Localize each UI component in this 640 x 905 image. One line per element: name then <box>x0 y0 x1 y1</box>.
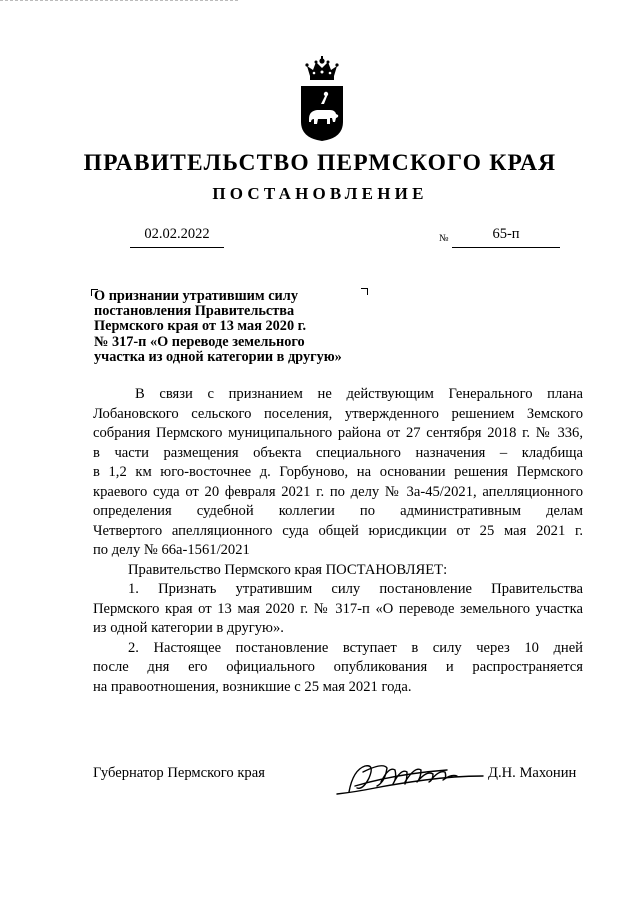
handwritten-signature-icon <box>335 752 485 802</box>
body-line: в части размещения объекта специального назначения – кладбища <box>93 444 583 461</box>
item-1-line: 1. Признать утратившим силу постановление Правительства <box>128 581 583 597</box>
body-line: Лобановского сельского поселения, утвержденного решением Земского <box>93 405 583 422</box>
body-line: по делу № 66а-1561/2021 <box>93 542 250 558</box>
document-body <box>93 385 583 697</box>
document-type: ПОСТАНОВЛЕНИЕ <box>212 184 428 203</box>
resolves-line: Правительство Пермского края ПОСТАНОВЛЯЕТ: <box>128 561 448 578</box>
subject-line: Пермского края от 13 мая 2020 г. <box>94 318 307 335</box>
item-2-line: на правоотношения, возникшие с 25 мая 2021 года. <box>93 678 412 695</box>
document-title: ПРАВИТЕЛЬСТВО ПЕРМСКОГО КРАЯ <box>83 150 557 176</box>
number-field <box>452 226 560 248</box>
subject-line: О признании утратившим силу <box>94 288 298 304</box>
document-date: 02.02.2022 <box>144 226 210 242</box>
subject-line: № 317-п «О переводе земельного <box>94 333 305 350</box>
subject-line: участка из одной категории в другую» <box>94 348 342 365</box>
item-2-line: 2. Настоящее постановление вступает в силу через 10 дней <box>128 639 583 656</box>
item-2-line: после дня его официального опубликования и распространяется <box>93 659 583 675</box>
signatory-position: Губернатор Пермского края <box>93 765 265 781</box>
item-1-line: из одной категории в другую». <box>93 620 284 636</box>
date-field <box>130 226 224 248</box>
body-line: в 1,2 км юго-восточнее д. Горбуново, на основании решения Пермского <box>93 464 583 480</box>
crown-icon <box>305 56 338 80</box>
coat-of-arms-icon <box>298 56 346 142</box>
body-line: определения судебной коллегии по административным делам <box>93 503 583 519</box>
document-subject <box>94 289 394 365</box>
body-line: краевого суда от 20 февраля 2021 г. по делу № 3а-45/2021, апелляционного <box>93 483 583 500</box>
signatory-name: Д.Н. Махонин <box>488 765 577 781</box>
number-sign: № <box>439 233 449 244</box>
top-edge-line <box>0 0 238 1</box>
body-line: собрания Пермского муниципального района от 27 сентября 2018 г. № 336, <box>93 425 583 441</box>
body-line: В связи с признанием не действующим Генерального плана <box>135 386 583 402</box>
item-1-line: Пермского края от 13 мая 2020 г. № 317-п «О переводе земельного участка <box>93 600 583 617</box>
body-line: Четвертого апелляционного суда общей юрисдикции от 25 мая 2021 г. <box>93 522 583 539</box>
document-number: 65-п <box>492 226 520 242</box>
subject-line: постановления Правительства <box>94 303 295 320</box>
